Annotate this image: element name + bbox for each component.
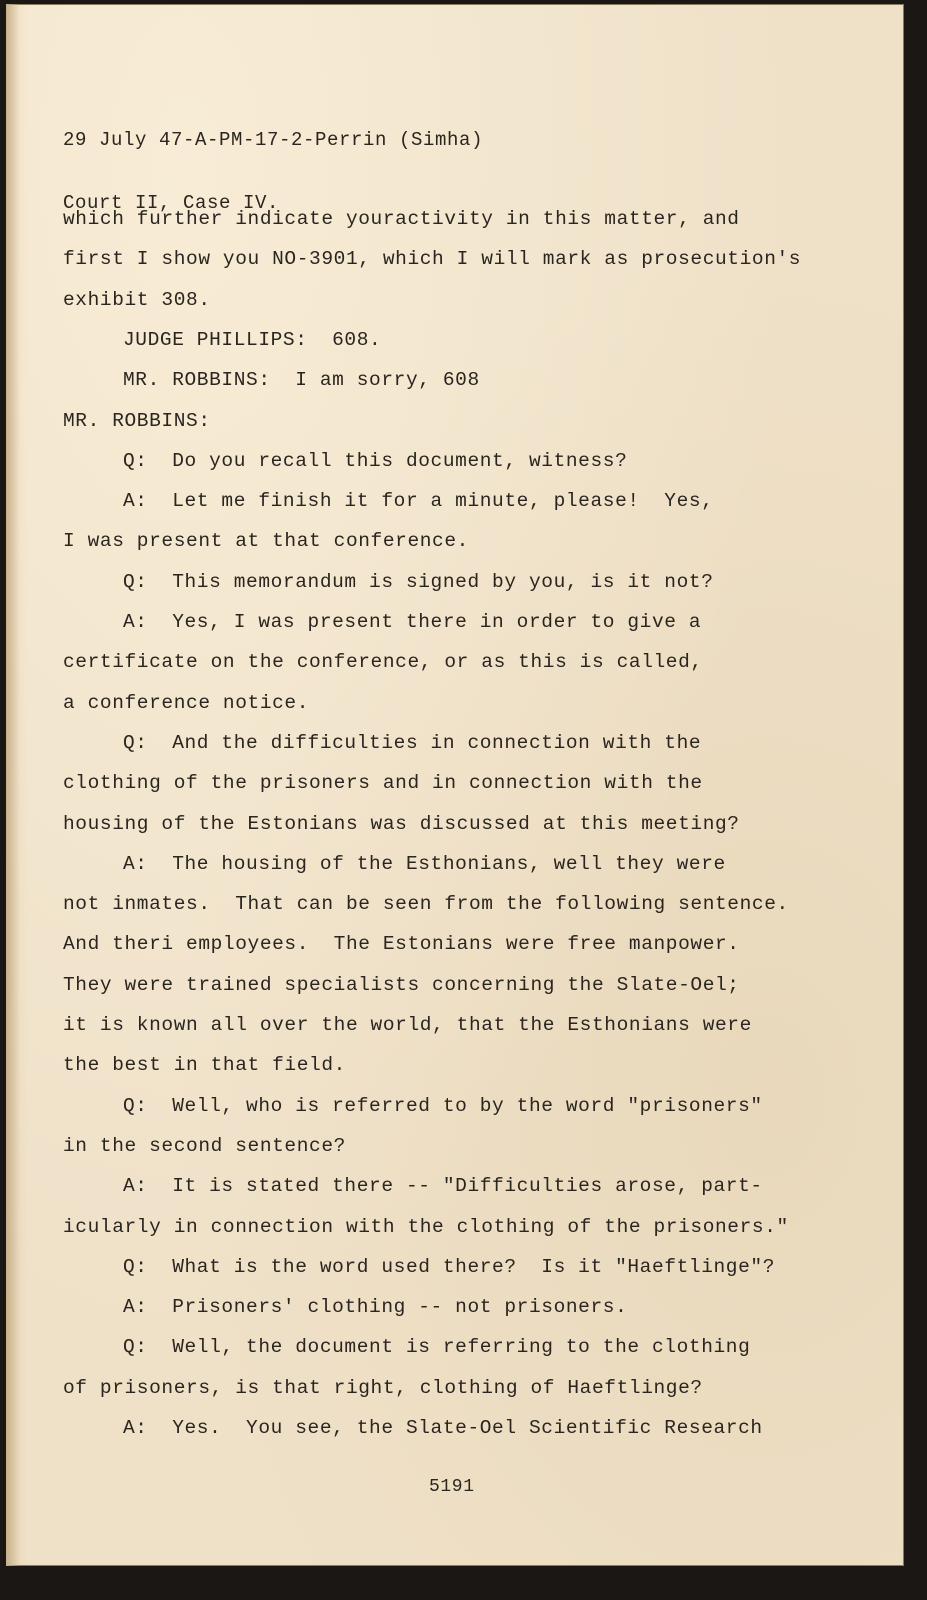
transcript-line: first I show you NO-3901, which I will mark as prosecution's [63, 248, 802, 271]
transcript-line: A: Yes, I was present there in order to give a [123, 611, 702, 633]
transcript-line: which further indicate youractivity in this matter, and [63, 208, 740, 230]
header-line-2: Court II, Case IV. [63, 192, 280, 214]
document-page [6, 4, 904, 1566]
transcript-line: A: Prisoners' clothing -- not prisoners. [123, 1296, 628, 1319]
transcript-line: in the second sentence? [63, 1134, 346, 1157]
transcript-line: housing of the Estonians was discussed at this meeting? [63, 812, 740, 835]
transcript-line: A: Yes. You see, the Slate-Oel Scientific Research [123, 1417, 763, 1439]
page-number: 5191 [429, 1477, 475, 1497]
transcript-line: of prisoners, is that right, clothing of Haeftlinge? [63, 1376, 703, 1399]
transcript-line: They were trained specialists concerning the Slate-Oel; [63, 973, 740, 996]
transcript-line: exhibit 308. [63, 288, 211, 311]
transcript-line: Q: Do you recall this document, witness? [123, 449, 628, 472]
transcript-line: Q: Well, the document is referring to the clothing [123, 1336, 751, 1359]
transcript-line: not inmates. That can be seen from the following sentence. [63, 893, 789, 916]
transcript-line: And theri employees. The Estonians were free manpower. [63, 933, 740, 956]
transcript-line: MR. ROBBINS: [63, 409, 211, 432]
transcript-line: MR. ROBBINS: I am sorry, 608 [123, 369, 480, 392]
transcript-line: JUDGE PHILLIPS: 608. [123, 328, 382, 351]
transcript-line: A: The housing of the Esthonians, well they were [123, 852, 726, 875]
transcript-line: A: Let me finish it for a minute, please! Yes, [123, 490, 714, 513]
header-line-1: 29 July 47-A-PM-17-2-Perrin (Simha) [63, 129, 484, 151]
transcript-line: clothing of the prisoners and in connection with the [63, 772, 703, 795]
transcript-line: the best in that field. [63, 1054, 346, 1077]
transcript-line: Q: Well, who is referred to by the word "prisoners" [123, 1094, 763, 1117]
transcript-line: A: It is stated there -- "Difficulties arose, part- [123, 1175, 763, 1198]
transcript-line: Q: What is the word used there? Is it "Haeftlinge"? [123, 1255, 776, 1278]
document-header [63, 88, 483, 256]
transcript-line: I was present at that conference. [63, 530, 469, 553]
transcript-line: a conference notice. [63, 691, 310, 714]
transcript-line: icularly in connection with the clothing of the prisoners." [63, 1215, 789, 1238]
transcript-line: Q: This memorandum is signed by you, is it not? [123, 570, 714, 593]
transcript-line: certificate on the conference, or as this is called, [63, 651, 703, 674]
transcript-line: it is known all over the world, that the Esthonians were [63, 1014, 752, 1036]
transcript-line: Q: And the difficulties in connection with the [123, 731, 702, 754]
